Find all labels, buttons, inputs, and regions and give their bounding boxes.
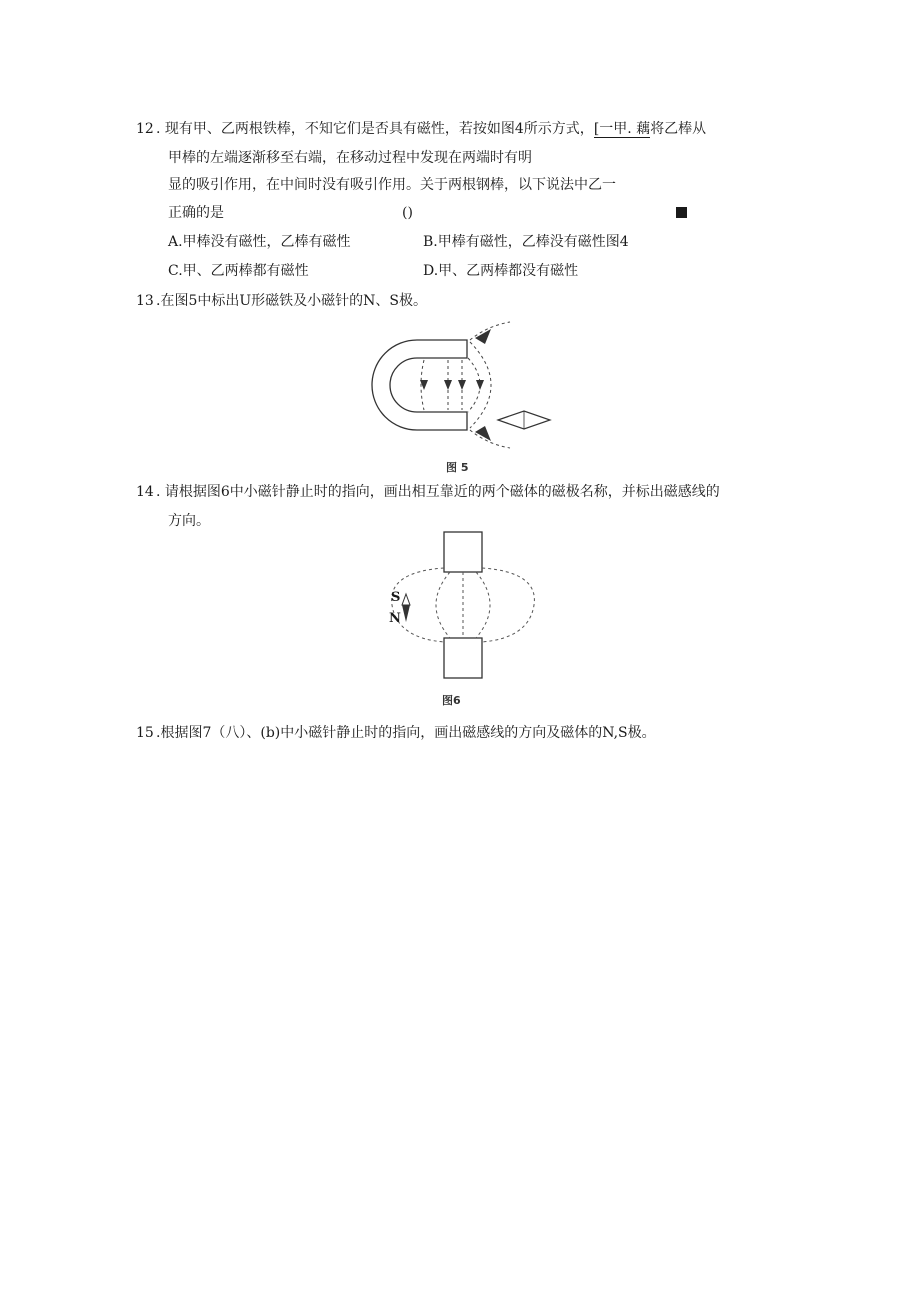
q12-option-a: A.甲棒没有磁性，乙棒有磁性 (168, 234, 351, 250)
u-magnet-body (372, 340, 467, 430)
field-arrow-3 (458, 380, 466, 390)
q12-line-1-text: . 现有甲、乙两根铁棒，不知它们是否具有磁性，若按如图4所示方式， (156, 121, 594, 137)
black-square-mark (676, 207, 687, 218)
question-number-13: 13 (136, 293, 154, 309)
figure-5-u-magnet (362, 318, 562, 458)
needle-label-n: N (389, 611, 401, 626)
figure-6-two-magnets (382, 528, 542, 686)
q12-line-4: 正确的是 (168, 205, 224, 221)
compass-needle-s-half (402, 594, 410, 605)
q12-line-1 (156, 120, 706, 138)
field-line-inner-left (436, 572, 450, 638)
top-magnet (444, 532, 482, 572)
q13-text: .在图5中标出U形磁铁及小磁针的N、S极。 (156, 293, 427, 309)
q15-text: .根据图7（八）、(b)中小磁针静止时的指向，画出磁感线的方向及磁体的N,S极。 (156, 725, 656, 741)
q12-answer-paren: () (402, 205, 413, 221)
q12-line-3: 显的吸引作用，在中间时没有吸引作用。关于两根钢棒，以下说法中乙一 (168, 177, 616, 193)
figure-6-caption: 图6 (442, 694, 461, 707)
q12-line-1-end: 将乙棒从 (650, 121, 707, 137)
bottom-magnet (444, 638, 482, 678)
field-line-inner-right (476, 572, 490, 638)
field-arrow-4 (476, 380, 484, 390)
question-number-12: 12 (136, 121, 154, 137)
q12-figure-label-underlined: [一甲. 藕 (593, 121, 651, 137)
question-number-15: 15 (136, 725, 154, 741)
q12-option-d: D.甲、乙两棒都没有磁性 (423, 263, 579, 279)
q14-line-2: 方向。 (168, 513, 210, 529)
q12-line-2: 甲棒的左端逐渐移至右端，在移动过程中发现在两端时有明 (168, 150, 532, 166)
compass-needle-n-half (402, 605, 410, 622)
needle-label-s: S (391, 590, 401, 605)
question-number-14: 14 (136, 484, 154, 500)
q12-option-c: C.甲、乙两棒都有磁性 (168, 263, 309, 279)
q14-line-1: . 请根据图6中小磁针静止时的指向，画出相互靠近的两个磁体的磁极名称，并标出磁感线的 (156, 484, 720, 500)
q12-option-b: B.甲棒有磁性，乙棒没有磁性图4 (423, 234, 629, 250)
outer-arrow-bottom (475, 426, 491, 441)
field-arrow-2 (444, 380, 452, 390)
outer-arrow-top (475, 329, 491, 344)
figure-5-caption: 图 5 (446, 461, 469, 474)
